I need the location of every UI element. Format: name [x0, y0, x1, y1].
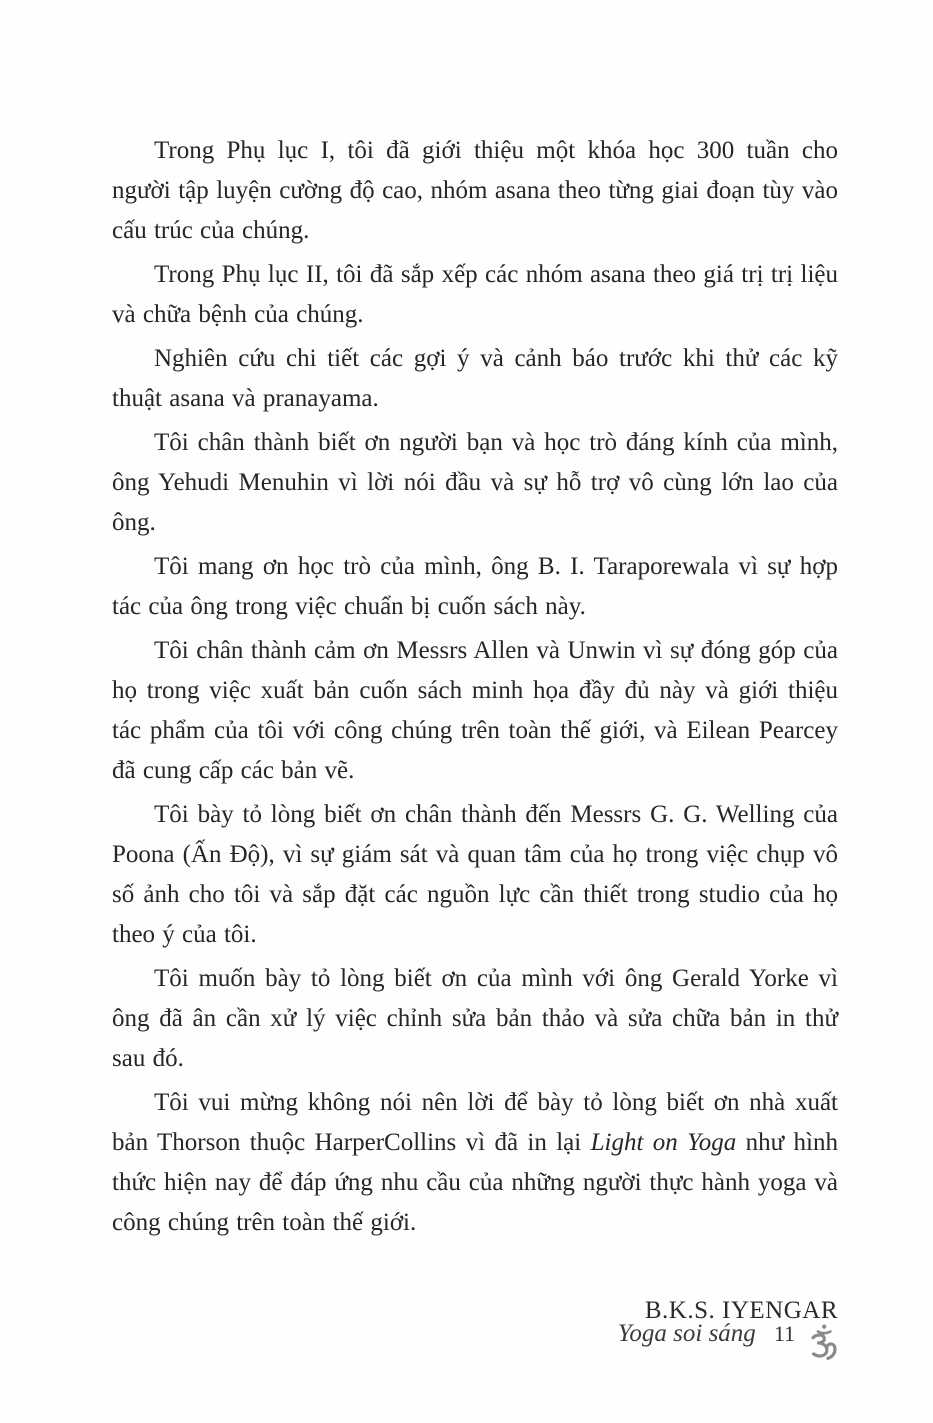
page-body	[112, 131, 838, 1331]
author-signature: B.K.S. IYENGAR	[644, 1297, 838, 1324]
om-symbol-icon	[804, 1324, 838, 1360]
paragraph-thanks-publisher	[112, 1083, 838, 1243]
paragraph-thanks-taraporewala: Tôi mang ơn học trò của mình, ông B. I. Taraporewala vì sự hợp tác của ông trong việc chuẩn bị cuốn sách này.	[112, 553, 838, 620]
final-paragraph-part2: như hình thức hiện nay để đáp ứng nhu cầu của những người thực hành yoga và công chúng trên toàn thế giới.	[112, 1129, 839, 1236]
page-number: 11	[773, 1321, 795, 1346]
paragraph-thanks-welling: Tôi bày tỏ lòng biết ơn chân thành đến Messrs G. G. Welling của Poona (Ấn Độ), vì sự giám sát và quan tâm của họ trong việc chụp vô số ảnh cho tôi và sắp đặt các nguồn lực cần thiết trong studio của họ theo ý của tôi.	[112, 801, 838, 948]
footer-book-title: Yoga soi sáng	[617, 1320, 756, 1347]
final-paragraph-part1: Tôi vui mừng không nói nên lời để bày tỏ lòng biết ơn nhà xuất bản Thorson thuộc HarperCollins vì đã in lại	[112, 1089, 838, 1156]
paragraph-thanks-allen-unwin: Tôi chân thành cảm ơn Messrs Allen và Unwin vì sự đóng góp của họ trong việc xuất bản cuốn sách minh họa đầy đủ này và giới thiệu tác phẩm của tôi với công chúng trên toàn thế giới, và Eilean Pearcey đã cung cấp các bản vẽ.	[112, 637, 838, 784]
page-footer	[618, 1320, 838, 1356]
paragraph-thanks-menuhin: Tôi chân thành biết ơn người bạn và học trò đáng kính của mình, ông Yehudi Menuhin vì lời nói đầu và sự hỗ trợ vô cùng lớn lao của ông.	[112, 429, 838, 536]
paragraph-thanks-yorke: Tôi muốn bày tỏ lòng biết ơn của mình với ông Gerald Yorke vì ông đã ân cần xử lý việc chỉnh sửa bản thảo và sửa chữa bản in thử sau đó.	[112, 965, 838, 1072]
book-title-italic: Light on Yoga	[590, 1129, 737, 1156]
paragraph-study-warning: Nghiên cứu chi tiết các gợi ý và cảnh báo trước khi thử các kỹ thuật asana và pranayama.	[112, 345, 838, 412]
paragraph-appendix-2: Trong Phụ lục II, tôi đã sắp xếp các nhóm asana theo giá trị trị liệu và chữa bệnh của chúng.	[112, 261, 838, 328]
paragraph-appendix-1: Trong Phụ lục I, tôi đã giới thiệu một khóa học 300 tuần cho người tập luyện cường độ cao, nhóm asana theo từng giai đoạn tùy vào cấu trúc của chúng.	[112, 137, 838, 244]
